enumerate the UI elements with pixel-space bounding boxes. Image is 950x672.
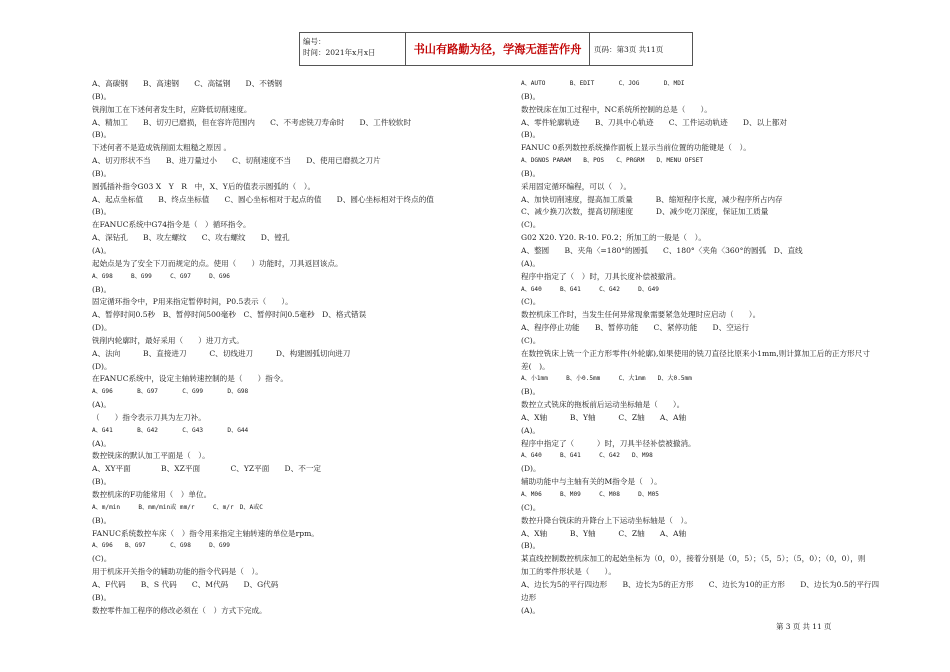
- text-line: 数控机床的F功能常用（ ）单位。: [92, 490, 212, 499]
- text-line: 在FANUC系统中G74指令是（ ）循环指令。: [92, 220, 251, 230]
- text-line: A、加快切削速度，提高加工质量 B、缩短程序长度，减少程序所占内存: [521, 194, 783, 204]
- text-line: 采用固定循环编程，可以（ ）。: [521, 181, 632, 191]
- text-line: A、F代码 B、S 代码 C、M代码 D、G代码: [92, 579, 279, 589]
- right-column: [521, 78, 926, 617]
- text-line: (A)。: [92, 245, 112, 255]
- page-header-box: [299, 32, 693, 66]
- text-line: (A)。: [92, 400, 112, 410]
- text-line: A、G96 B、G97 C、G99 D、G98: [92, 388, 249, 396]
- text-line: (A)。: [521, 258, 541, 268]
- text-line: 铣削内轮廓时，最好采用（ ）进刀方式。: [92, 335, 244, 345]
- text-line: 圆弧插补指令G03 X Y R 中，X、Y后的值表示圆弧的（ ）。: [92, 181, 316, 191]
- text-line: (C)。: [521, 335, 541, 345]
- text-line: 辅助功能中与主轴有关的M指令是（ ）。: [521, 477, 662, 487]
- text-line: 数控铣床的默认加工平面是（ ）。: [92, 451, 210, 461]
- text-line: (B)。: [92, 477, 112, 487]
- text-line: (B)。: [92, 91, 112, 101]
- page-footer: 第 3 页 共 11 页: [776, 622, 832, 631]
- text-line: (D)。: [521, 464, 541, 474]
- text-line: (B)。: [92, 284, 112, 294]
- text-line: 在FANUC系统中，设定主轴转速控制的是（ ）指令。: [92, 374, 289, 384]
- text-line: (B)。: [92, 592, 112, 602]
- text-line: A、小1mm B、小0.5mm C、大1mm D、大0.5mm: [521, 375, 692, 383]
- text-line: (B)。: [521, 130, 541, 140]
- text-line: 铣削加工在下述何者发生时，应降低切削速度。: [92, 104, 252, 114]
- text-line: A、M06 B、M09 C、M08 D、M05: [521, 491, 659, 498]
- text-line: A、整圆 B、夹角〈=180°的圆弧 C、180°〈夹角〈360°的圆弧 D、直线: [521, 245, 803, 255]
- left-column: [92, 78, 497, 617]
- text-line: (C)。: [521, 220, 541, 230]
- text-line: (B)。: [521, 541, 541, 551]
- text-line: 程序中指定了（ ）时，刀具长度补偿被撤消。: [521, 271, 681, 281]
- text-line: (C)。: [521, 502, 541, 512]
- header-meta: [300, 33, 406, 65]
- text-line: 边形: [521, 592, 537, 602]
- text-line: 程序中指定了（ ）时，刀具半径补偿被撤消。: [521, 438, 696, 448]
- text-line: A、X轴 B、Y轴 C、Z轴 A、A轴: [521, 528, 687, 538]
- text-line: 数控立式铣床的拖板前后运动坐标轴是（ ）。: [521, 400, 685, 410]
- text-line: (D)。: [92, 361, 112, 371]
- text-line: A、边长为5的平行四边形 B、边长为5的正方形 C、边长为10的正方形 D、边长为0.5的平行四: [521, 579, 880, 589]
- text-line: A、G96 B、G97 C、G98 D、G99: [92, 542, 230, 550]
- text-line: (B)。: [521, 91, 541, 101]
- text-line: A、法向 B、直接进刀 C、切线进刀 D、构建圆弧切向进刀: [92, 348, 351, 358]
- text-line: （ ）指令表示刀具为左刀补。: [92, 412, 206, 422]
- text-line: (A)。: [521, 425, 541, 435]
- text-line: 某直线控制数控机床加工的起始坐标为（0，0），接着分别是（0，5）；（5，5）；（5，0）；（0，0），则: [521, 554, 866, 564]
- header-motto: 书山有路勤为径，学海无涯苦作舟: [406, 33, 590, 65]
- text-line: A、程序停止功能 B、暂停功能 C、紧停功能 D、空运行: [521, 323, 749, 333]
- text-line: (B)。: [92, 207, 112, 217]
- text-line: A、精加工 B、切刃已磨损，但在容许范围内 C、不考虑铣刀寿命时 D、工件较软时: [92, 117, 412, 127]
- text-line: (A)。: [521, 605, 541, 615]
- text-line: A、X轴 B、Y轴 C、Z轴 A、A轴: [521, 412, 687, 422]
- text-line: FANUC 0系列数控系统操作面板上显示当前位置的功能键是（ ）。: [521, 143, 751, 153]
- text-line: (C)。: [92, 554, 112, 564]
- text-line: A、切刃形状不当 B、进刀量过小 C、切削速度不当 D、使用已磨损之刀片: [92, 156, 381, 166]
- text-line: A、零件轮廓轨迹 B、刀具中心轨迹 C、工件运动轨迹 D、以上都对: [521, 117, 787, 127]
- text-line: 数控铣床在加工过程中，NC系统所控制的总是（ ）。: [521, 104, 712, 114]
- text-line: 数控机床工作时，当发生任何异常现象需要紧急处理时应启动（ ）。: [521, 310, 761, 320]
- text-line: 下述何者不是造成铣削面太粗糙之原因 。: [92, 143, 232, 153]
- text-line: A、XY平面 B、XZ平面 C、YZ平面 D、不一定: [92, 464, 322, 474]
- text-line: A、AUTO B、EDIT C、JOG D、MDI: [521, 80, 685, 87]
- text-line: 起始点是为了安全下刀而规定的点。使用（ ）功能时，刀具返回该点。: [92, 258, 343, 268]
- text-line: 数控零件加工程序的修改必须在（ ）方式下完成。: [92, 605, 267, 615]
- text-line: 用于机床开关指令的辅助功能的指令代码是（ ）。: [92, 567, 263, 577]
- text-line: A、G40 B、G41 C、G42 D、M98: [521, 452, 653, 460]
- header-page-label: 页码：第3页 共11页: [594, 44, 664, 54]
- text-line: 在数控铣床上铣一个正方形零件(外轮廓),如果使用的铣刀直径比原来小1mm,则计算加工后的正方形尺寸: [521, 348, 870, 358]
- text-line: 差( )。: [521, 361, 550, 371]
- text-line: A、G98 B、G99 C、G97 D、G96: [92, 272, 230, 280]
- text-line: A、高碳钢 B、高速钢 C、高锰钢 D、不锈钢: [92, 79, 283, 88]
- text-line: G02 X20. Y20. R-10. F0.2；所加工的一般是（ ）。: [521, 233, 706, 243]
- text-line: (B)。: [92, 168, 112, 178]
- text-line: A、G40 B、G41 C、G42 D、G49: [521, 285, 659, 293]
- text-line: A、深钻孔 B、攻左螺纹 C、攻右螺纹 D、镗孔: [92, 233, 290, 243]
- text-line: A、DGNOS PARAM B、POS C、PRGRM D、MENU OFSET: [521, 157, 704, 165]
- text-line: A、起点坐标值 B、终点坐标值 C、圆心坐标相对于起点的值 D、圆心坐标相对于终点的值: [92, 194, 434, 204]
- text-line: (D)。: [92, 323, 112, 333]
- text-line: (C)。: [521, 297, 541, 307]
- text-line: (B)。: [521, 168, 541, 178]
- text-line: A、m/min B、mm/min或 mm/r C、m/r D、A或C: [92, 503, 263, 511]
- text-line: C、减少换刀次数，提高切削速度 D、减少吃刀深度，保证加工质量: [521, 207, 769, 217]
- text-line: 数控升降台铣床的升降台上下运动坐标轴是（ ）。: [521, 515, 692, 525]
- text-line: (B)。: [521, 387, 541, 397]
- text-line: (B)。: [92, 515, 112, 525]
- time-label: 时间：2021年x月x日: [303, 48, 376, 57]
- text-line: A、G41 B、G42 C、G43 D、G44: [92, 426, 249, 434]
- text-line: FANUC系统数控车床（ ）指令用来指定主轴转速的单位是rpm。: [92, 528, 319, 538]
- text-line: 固定循环指令中，P用来指定暂停时间，P0.5表示（ ）。: [92, 297, 293, 307]
- text-line: (A)。: [92, 438, 112, 448]
- text-line: (B)。: [92, 130, 112, 140]
- text-line: A、暂停时间0.5秒 B、暂停时间500毫秒 C、暂停时间0.5毫秒 D、格式错误: [92, 310, 367, 320]
- number-label: 编号：: [303, 37, 326, 46]
- text-line: 加工的零件形状是（ ）。: [521, 567, 616, 577]
